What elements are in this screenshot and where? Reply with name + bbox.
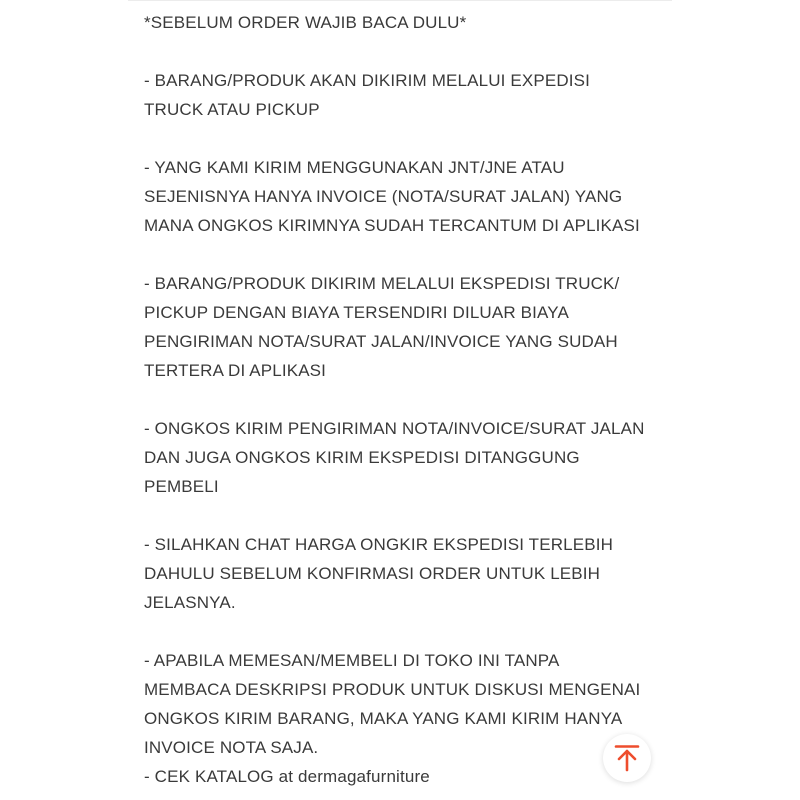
description-line: - YANG KAMI KIRIM MENGGUNAKAN JNT/JNE ATAU <box>144 158 565 177</box>
description-line <box>144 124 684 153</box>
description-line: SEJENISNYA HANYA INVOICE (NOTA/SURAT JALAN) YANG <box>144 187 623 206</box>
scroll-to-top-button[interactable] <box>603 734 651 782</box>
description-line: TERTERA DI APLIKASI <box>144 361 327 380</box>
description-line: - SILAHKAN CHAT HARGA ONGKIR EKSPEDISI TERLEBIH <box>144 535 614 554</box>
description-line: PEMBELI <box>144 477 219 496</box>
description-line: PENGIRIMAN NOTA/SURAT JALAN/INVOICE YANG SUDAH <box>144 332 618 351</box>
arrow-up-to-top-icon <box>614 744 640 772</box>
description-line: - APABILA MEMESAN/MEMBELI DI TOKO INI TANPA <box>144 651 560 670</box>
top-divider <box>128 0 672 1</box>
description-line: *SEBELUM ORDER WAJIB BACA DULU* <box>144 13 467 32</box>
description-line: INVOICE NOTA SAJA. <box>144 738 319 757</box>
description-line: - ONGKOS KIRIM PENGIRIMAN NOTA/INVOICE/SURAT JALAN <box>144 419 645 438</box>
description-line <box>144 385 684 414</box>
description-line <box>144 240 684 269</box>
description-line: MANA ONGKOS KIRIMNYA SUDAH TERCANTUM DI APLIKASI <box>144 216 640 235</box>
description-line: JELASNYA. <box>144 593 236 612</box>
description-line <box>144 37 684 66</box>
product-description-text <box>144 8 684 791</box>
description-line: TRUCK ATAU PICKUP <box>144 100 320 119</box>
description-line: PICKUP DENGAN BIAYA TERSENDIRI DILUAR BIAYA <box>144 303 569 322</box>
description-line: DAN JUGA ONGKOS KIRIM EKSPEDISI DITANGGUNG <box>144 448 580 467</box>
description-line <box>144 501 684 530</box>
description-line: MEMBACA DESKRIPSI PRODUK UNTUK DISKUSI MENGENAI <box>144 680 641 699</box>
description-line: - BARANG/PRODUK AKAN DIKIRIM MELALUI EXPEDISI <box>144 71 591 90</box>
description-line <box>144 617 684 646</box>
description-line: - CEK KATALOG at dermagafurniture <box>144 767 430 786</box>
description-line: - BARANG/PRODUK DIKIRIM MELALUI EKSPEDISI TRUCK/ <box>144 274 620 293</box>
description-line: DAHULU SEBELUM KONFIRMASI ORDER UNTUK LEBIH <box>144 564 601 583</box>
description-line: ONGKOS KIRIM BARANG, MAKA YANG KAMI KIRIM HANYA <box>144 709 623 728</box>
